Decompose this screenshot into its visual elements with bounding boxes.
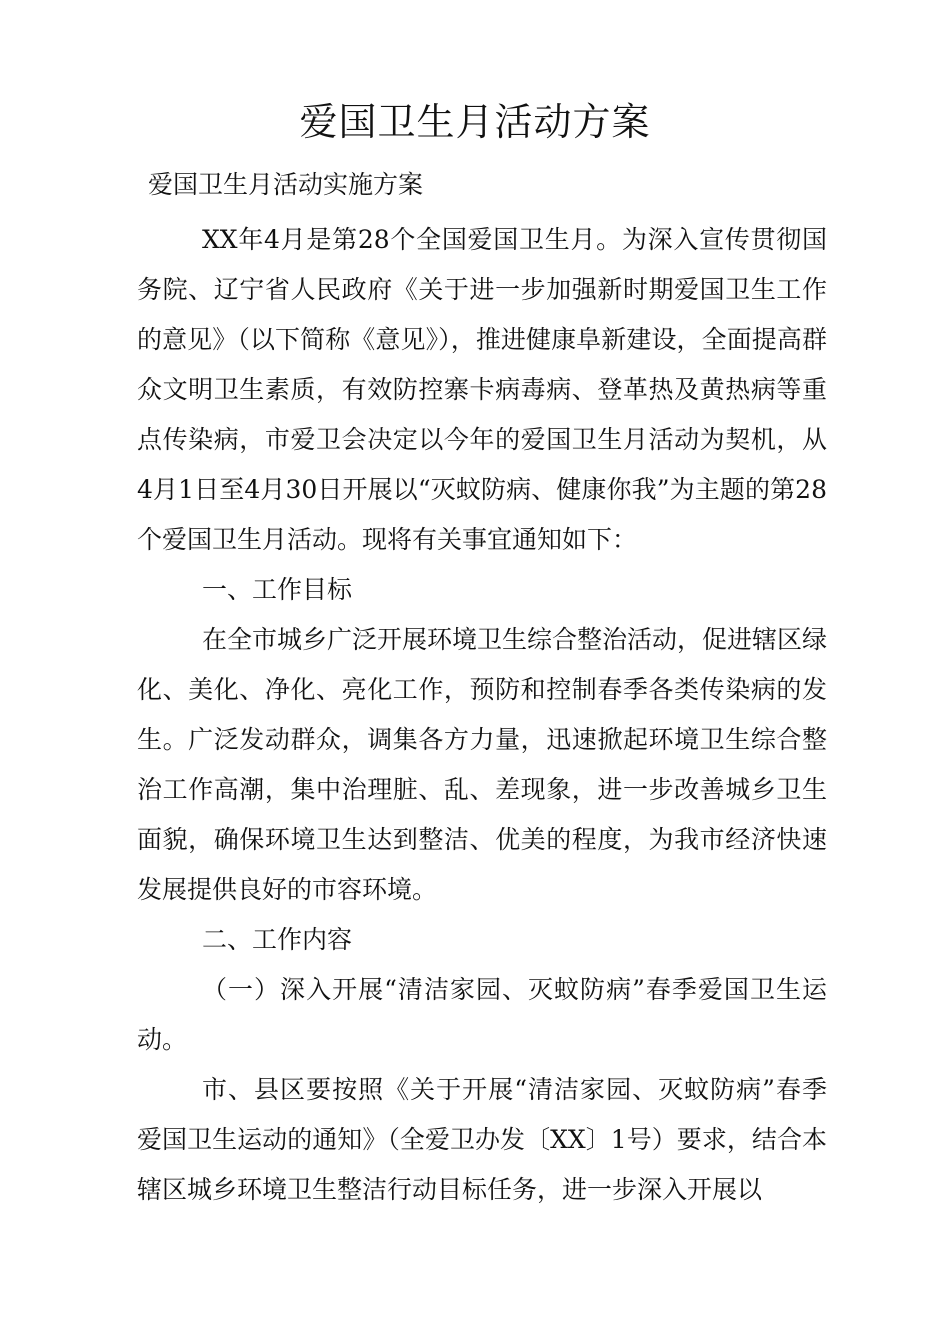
document-title: 爱国卫生月活动方案	[299, 100, 651, 144]
section-heading-content: 二、工作内容	[202, 925, 353, 954]
document-subtitle: 爱国卫生月活动实施方案	[148, 170, 424, 199]
section-heading-goal: 一、工作目标	[202, 575, 353, 604]
paragraph-goal: 在全市城乡广泛开展环境卫生综合整治活动，促进辖区绿化、美化、净化、亮化工作，预防和控制春季各类传染病的发生。广泛发动群众，调集各方力量，迅速掀起环境卫生综合整治工作高潮，集中治理脏、乱、差现象，进一步改善城乡卫生面貌，确保环境卫生达到整洁、优美的程度，为我市经济快速发展提供良好的市容环境。	[137, 625, 828, 904]
subsection-heading-1: （一）深入开展“清洁家园、灭蚊防病”春季爱国卫生运动。	[137, 975, 827, 1054]
document-body	[137, 215, 827, 1215]
paragraph-intro: XX年4月是第28个全国爱国卫生月。为深入宣传贯彻国务院、辽宁省人民政府《关于进一步加强新时期爱国卫生工作的意见》（以下简称《意见》），推进健康阜新建设，全面提高群众文明卫生素质，有效防控寨卡病毒病、登革热及黄热病等重点传染病，市爱卫会决定以今年的爱国卫生月活动为契机，从4月1日至4月30日开展以“灭蚊防病、健康你我”为主题的第28个爱国卫生月活动。现将有关事宜通知如下：	[137, 225, 827, 554]
paragraph-content-1: 市、县区要按照《关于开展“清洁家园、灭蚊防病”春季爱国卫生运动的通知》（全爱卫办发〔XX〕1号）要求，结合本辖区城乡环境卫生整洁行动目标任务，进一步深入开展以	[137, 1075, 827, 1204]
